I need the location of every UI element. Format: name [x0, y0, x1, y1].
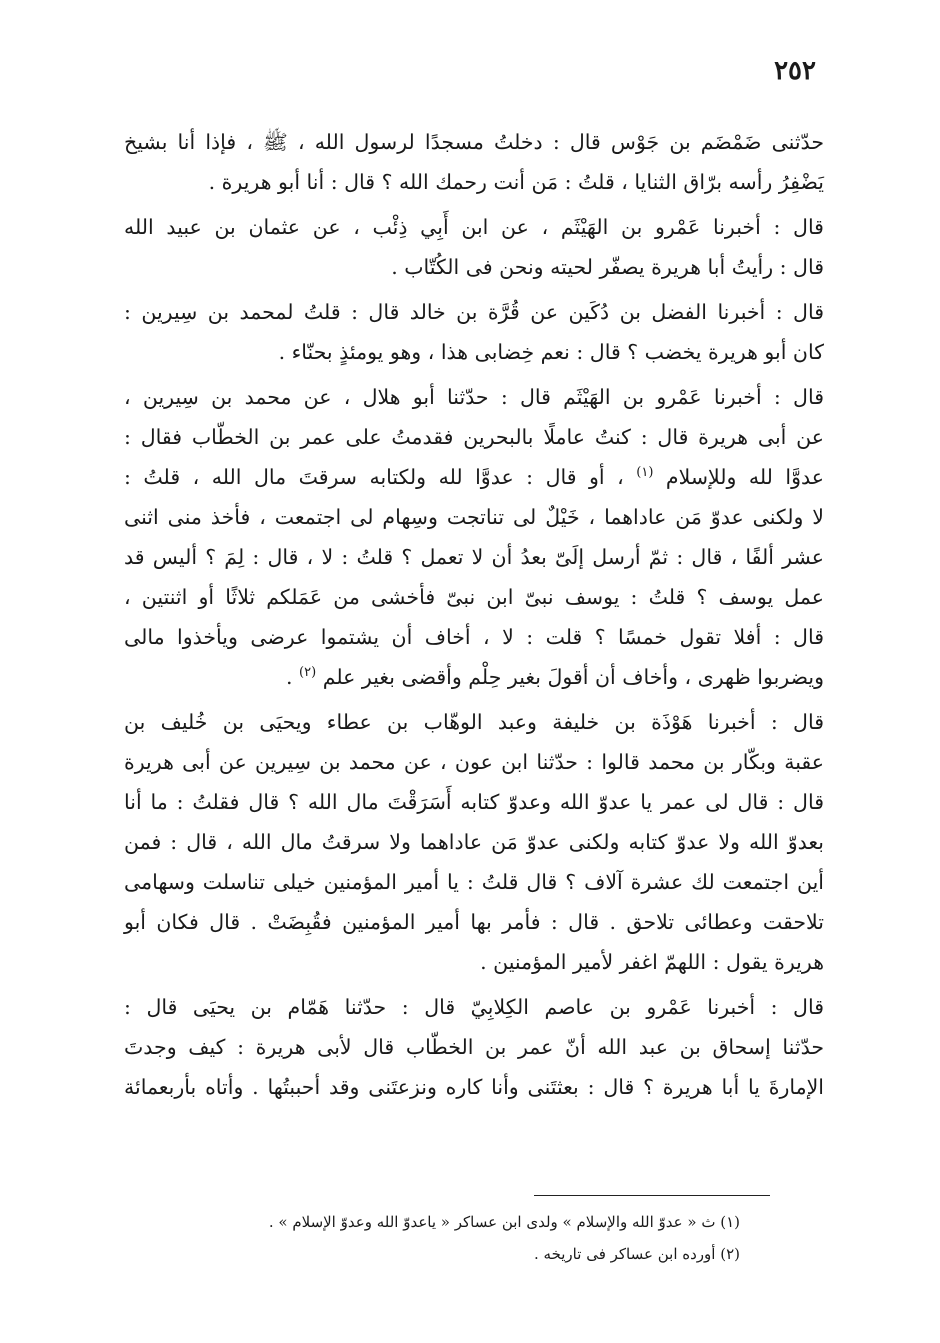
footnotes	[140, 1206, 740, 1270]
text-line: يَضْفِرُ رأسه برّاق الثنايا ، قلتُ : مَن أنت رحمك الله ؟ قال : أنا أبو هريرة .	[208, 170, 824, 194]
text-line: كان أبو هريرة يخضب ؟ قال : نعم خِضابى هذا ، وهو يومئذٍ بحنّاء .	[278, 340, 824, 364]
text-line: حدّثنى ضَمْضَم بن جَوْس قال : دخلتُ مسجدًا لرسول الله ، ﷺ ، فإذا أنا بشيخ	[124, 130, 824, 154]
footnote-marker-2: (٢)	[299, 665, 317, 681]
text-line: عقبة وبكّار بن محمد قالوا : حدّثنا ابن عون ، عن محمد بن سِيرين عن أبى هريرة	[124, 750, 824, 774]
footnote-2: (٢) أورده ابن عساكر فى تاريخه .	[534, 1245, 740, 1263]
text-line: عمل يوسف ؟ قلتُ : يوسف نبىّ ابن نبىّ فأخشى من عَمَلكم ثلاثًا أو اثنتين ،	[124, 585, 824, 609]
text-segment: ويضربوا ظهرى ، وأخاف أن أقولَ بغير حِلْم وأقضى بغير علم	[322, 665, 824, 689]
text-line: قال : قال لى عمر يا عدوّ الله وعدوّ كتابه أَسَرَقْتَ مال الله ؟ قال فقلتُ : ما أنا	[124, 790, 824, 814]
text-line: قال : رأيتُ أبا هريرة يصفّر لحيته ونحن فى الكُتّاب .	[391, 255, 824, 279]
text-line: الإمارةَ يا أبا هريرة ؟ قال : بعثتَنى وأنا كاره ونزعتَنى وقد أحببتُها . وأتاه بأربعمائة	[124, 1075, 824, 1099]
text-line: قال : أخبرنا عَمْرو بن عاصم الكِلابِيّ قال : حدّثنا هَمّام بن يحيَى قال :	[124, 995, 824, 1019]
text-segment: ، أو قال : عدوَّا لله ولكتابه سرقتَ مال الله ، قلتُ :	[124, 465, 624, 489]
text-line: حدّثنا إسحاق بن عبد الله أنّ عمر بن الخطّاب قال لأبى هريرة : كيف وجدتَ	[124, 1035, 824, 1059]
footnote-1: (١) ث « عدوّ الله والإسلام » ولدى ابن عساكر « ياعدوّ الله وعدوّ الإسلام » .	[268, 1213, 740, 1231]
text-line: لا ولكنى عدوّ مَن عاداهما ، خَيْلٌ لى تناتجت وسِهام لى اجتمعت ، فأخذ منى اثنى	[124, 505, 824, 529]
text-line: تلاحقت وعطائى تلاحق . قال : فأمر بها أمير المؤمنين فقُبِضَتْ . قال فكان أبو	[124, 910, 824, 934]
footnote-divider	[534, 1195, 770, 1196]
text-line: قال : أفلا تقول خمسًا ؟ قلت : لا ، أخاف أن يشتموا عرضى ويأخذوا مالى	[124, 625, 824, 649]
text-line: عشر ألفًا ، قال : ثمّ أرسل إلَىّ بعدُ أن لا تعمل ؟ قلتُ : لا ، قال : لِمَ ؟ أليس قد	[124, 545, 824, 569]
text-line-with-footnote	[124, 657, 824, 697]
page-number: ٢٥٢	[774, 56, 816, 86]
text-line: قال : أخبرنا عَمْرو بن الهَيْثَم قال : حدّثنا أبو هلال ، عن محمد بن سِيرين ،	[124, 385, 824, 409]
text-line-with-footnote	[124, 457, 824, 497]
text-line: قال : أخبرنا عَمْرو بن الهَيْثَم ، عن ابن أَبِي ذِئْب ، عن عثمان بن عبيد الله	[124, 215, 824, 239]
text-line: عن أبى هريرة قال : كنتُ عاملًا بالبحرين فقدمتُ على عمر بن الخطّاب فقال :	[124, 425, 824, 449]
footnote-marker-1: (١)	[636, 465, 654, 481]
main-text	[124, 122, 824, 1107]
text-line: بعدوّ الله ولا عدوّ كتابه ولكنى عدوّ مَن عاداهما ولا سرقتُ مال الله ، قال : فمن	[124, 830, 824, 854]
text-segment: .	[285, 665, 293, 689]
text-line: هريرة يقول : اللهمّ اغفر لأمير المؤمنين .	[480, 950, 824, 974]
text-segment: عدوَّا لله وللإسلام	[665, 465, 824, 489]
text-line: قال : أخبرنا الفضل بن دُكَين عن قُرَّة بن خالد قال : قلتُ لمحمد بن سِيرين :	[124, 300, 824, 324]
text-line: أين اجتمعت لك عشرة آلاف ؟ قال قلتُ : يا أمير المؤمنين خيلى تناسلت وسهامى	[124, 870, 824, 894]
text-line: قال : أخبرنا هَوْذَة بن خليفة وعبد الوهّاب بن عطاء ويحيَى بن خُليف بن	[124, 710, 824, 734]
